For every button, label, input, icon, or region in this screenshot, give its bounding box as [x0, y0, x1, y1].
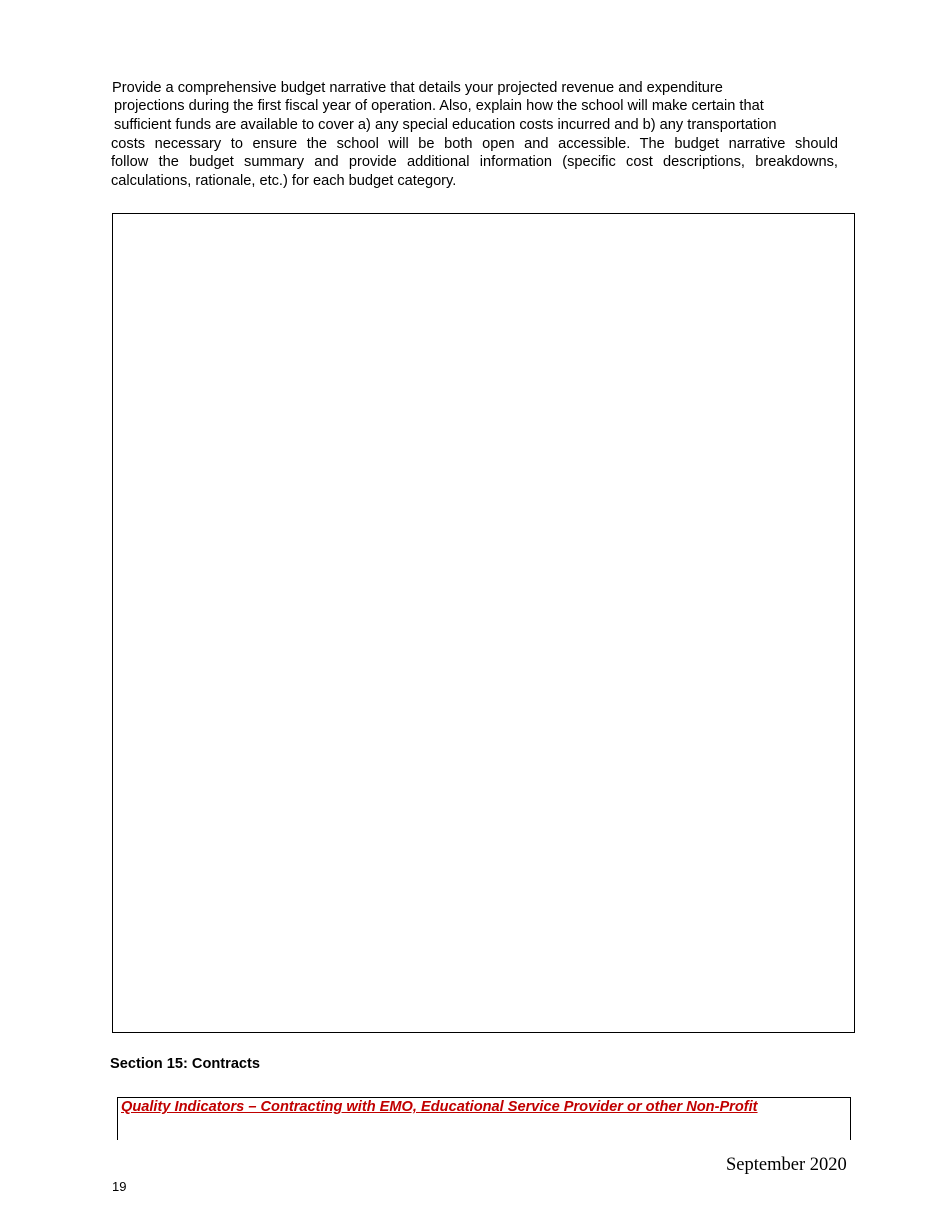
footer-date: September 2020 — [726, 1155, 847, 1175]
instruction-line: calculations, rationale, etc.) for each budget category. — [111, 173, 457, 189]
budget-narrative-response-box[interactable] — [112, 213, 855, 1033]
instruction-line: sufficient funds are available to cover a) any special education costs incurred and b) any transportation — [114, 117, 777, 133]
page-break-mask — [0, 1140, 950, 1150]
instruction-line: projections during the first fiscal year of operation. Also, explain how the school will make certain that — [114, 98, 764, 114]
quality-indicators-title: Quality Indicators – Contracting with EMO, Educational Service Provider or other Non-Profit — [121, 1099, 758, 1115]
section-heading: Section 15: Contracts — [110, 1056, 261, 1072]
instruction-line: costs necessary to ensure the school will be both open and accessible. The budget narrative should — [111, 136, 838, 152]
instruction-line: follow the budget summary and provide additional information (specific cost descriptions, breakdowns, — [111, 154, 838, 170]
instruction-line: Provide a comprehensive budget narrative that details your projected revenue and expenditure — [112, 80, 723, 96]
page-number: 19 — [112, 1179, 127, 1194]
